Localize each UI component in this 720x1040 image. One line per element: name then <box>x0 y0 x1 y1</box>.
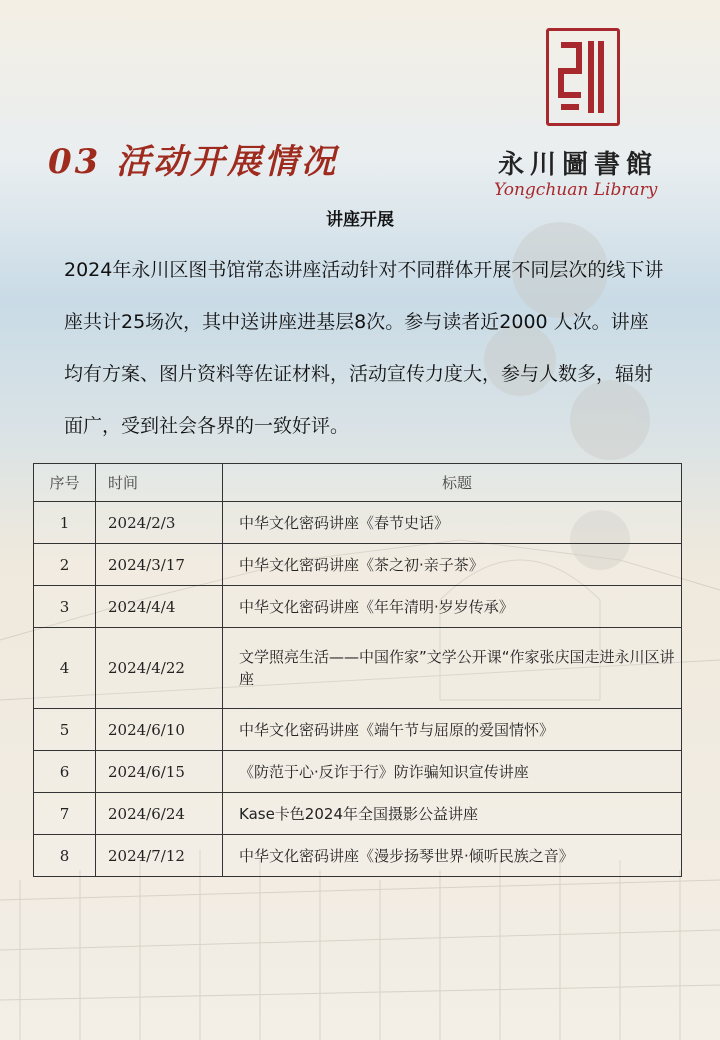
body-paragraph: 2024年永川区图书馆常态讲座活动针对不同群体开展不同层次的线下讲座共计25场次，其中送讲座进基层8次。参与读者近2000 人次。讲座均有方案、图片资料等佐证材料，活动宣传力度大，参与人数多，辐射面广，受到社会各界的一致好评。 <box>64 259 664 437</box>
header-date: 时间 <box>96 464 223 502</box>
header-no: 序号 <box>34 464 96 502</box>
cell-title: 中华文化密码讲座《端午节与屈原的爱国情怀》 <box>223 709 682 751</box>
cell-title: 《防范于心·反诈于行》防诈骗知识宣传讲座 <box>223 751 682 793</box>
cell-no: 6 <box>34 751 96 793</box>
cell-title: Kase卡色2024年全国摄影公益讲座 <box>223 793 682 835</box>
cell-date: 2024/6/10 <box>96 709 223 751</box>
cell-no: 4 <box>34 628 96 709</box>
cell-no: 7 <box>34 793 96 835</box>
header-title: 标题 <box>223 464 682 502</box>
cell-date: 2024/3/17 <box>96 544 223 586</box>
logo-english-name: Yongchuan Library <box>494 180 658 200</box>
cell-date: 2024/6/15 <box>96 751 223 793</box>
table-row <box>34 793 682 835</box>
cell-title: 中华文化密码讲座《漫步扬琴世界·倾听民族之音》 <box>223 835 682 877</box>
table-row <box>34 628 682 709</box>
cell-date: 2024/2/3 <box>96 502 223 544</box>
cell-title: 中华文化密码讲座《春节史话》 <box>223 502 682 544</box>
cell-no: 5 <box>34 709 96 751</box>
table-row <box>34 835 682 877</box>
subheading: 讲座开展 <box>326 210 394 230</box>
table-header-row <box>34 464 682 502</box>
lecture-table <box>33 463 682 877</box>
seal-icon <box>546 28 620 126</box>
cell-title: 文学照亮生活——中国作家”文学公开课“作家张庆国走进永川区讲座 <box>223 628 682 709</box>
table-row <box>34 586 682 628</box>
cell-no: 2 <box>34 544 96 586</box>
cell-date: 2024/6/24 <box>96 793 223 835</box>
cell-date: 2024/4/22 <box>96 628 223 709</box>
cell-date: 2024/7/12 <box>96 835 223 877</box>
table-row <box>34 502 682 544</box>
logo-chinese-name: 永川圖書館 <box>498 150 659 180</box>
library-logo <box>494 28 684 208</box>
cell-no: 8 <box>34 835 96 877</box>
cell-date: 2024/4/4 <box>96 586 223 628</box>
cell-title: 中华文化密码讲座《茶之初·亲子茶》 <box>223 544 682 586</box>
cell-title: 中华文化密码讲座《年年清明·岁岁传承》 <box>223 586 682 628</box>
table-row <box>34 751 682 793</box>
table-row <box>34 544 682 586</box>
section-title: 03 活动开展情况 <box>48 142 339 182</box>
cell-no: 3 <box>34 586 96 628</box>
cell-no: 1 <box>34 502 96 544</box>
table-row <box>34 709 682 751</box>
